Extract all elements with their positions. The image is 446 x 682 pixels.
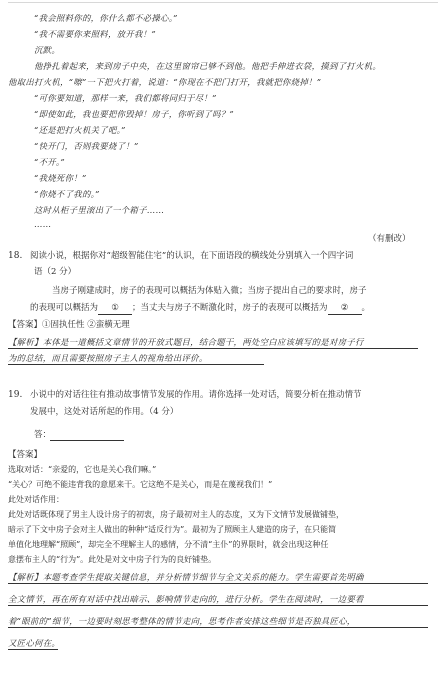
q19-analysis-underline-3 bbox=[8, 627, 428, 628]
story-line-8: “还是把打火机关了吧。” bbox=[34, 125, 126, 135]
q18-blank-1: ① bbox=[98, 302, 132, 315]
q18-paragraph-line2 bbox=[30, 302, 370, 315]
q18-prompt-line1: 阅读小说，根据你对“超级智能住宅”的认识，在下面语段的横线处分别填入一个四字词 bbox=[30, 251, 354, 261]
q18-prompt-line2: 语（2 分） bbox=[34, 267, 77, 277]
story-line-3: 沉默。 bbox=[34, 45, 61, 55]
story-line-10: “不开。” bbox=[34, 157, 65, 167]
q19-answer-header: 【答案】 bbox=[8, 450, 43, 460]
q19-analysis-underline-4 bbox=[8, 649, 58, 650]
story-line-2: “我不需要你来照料，放开我！” bbox=[34, 29, 156, 39]
q18-blank-2: ② bbox=[328, 302, 362, 315]
story-line-12: “你烧不了我的。” bbox=[34, 189, 100, 199]
q18-para-part-c: 。 bbox=[361, 303, 371, 313]
top-divider bbox=[8, 2, 438, 3]
story-line-9: “快开门，否则我要烧了！” bbox=[34, 141, 139, 151]
q18-para-part-a: 的表现可以概括为 bbox=[30, 303, 99, 313]
q19-answer-label: 答： bbox=[34, 430, 52, 440]
q19-number: 19. bbox=[8, 390, 23, 400]
story-line-6: “可你要知道，那样一来，我们都将同归于尽！” bbox=[34, 93, 217, 103]
source-note: （有删改） bbox=[368, 234, 411, 244]
q19-function-line4: 意摆布主人的“行为”。此处是对文中房子行为的良好铺垫。 bbox=[8, 555, 217, 564]
story-line-4: 他挣扎着起来，来到房子中央，在这里窗帘已够不到他。他把手伸进衣袋，摸到了打火机。 bbox=[34, 61, 381, 71]
q19-analysis-underline-1 bbox=[8, 583, 428, 584]
q18-para-part-b: ；当丈夫与房子不断激化时，房子的表现可以概括为 bbox=[132, 303, 328, 313]
story-line-13: 这时从柜子里滚出了一个箱子…… bbox=[34, 205, 165, 215]
q19-analysis-underline-2 bbox=[8, 605, 428, 606]
q19-function-label: 此处对话作用： bbox=[8, 495, 64, 504]
q19-quote-line: “关心？可绝不能违背我的意愿来干。它这绝不是关心，而是在蔑视我们！” bbox=[8, 480, 273, 489]
q19-choose-line: 选取对话：“亲爱的，它也是关心我们嘛。” bbox=[8, 465, 157, 474]
q18-analysis-underline-1 bbox=[8, 348, 418, 349]
q19-prompt-line2: 发展中，这处对话所起的作用。（4 分） bbox=[30, 407, 179, 417]
q18-analysis-line2: 为的总结，而且需要按照房子主人的视角给出评价。 bbox=[8, 353, 208, 363]
q19-function-line3: 单值化地理解“照顾”，却完全不理解主人的感情，分不清“主仆”的界限时，就会出现这种任 bbox=[8, 540, 329, 549]
story-line-14: …… bbox=[34, 219, 52, 229]
q18-number: 18. bbox=[8, 251, 23, 261]
story-line-11: “我烧死你！” bbox=[34, 173, 87, 183]
q19-analysis-line3: 着“眼前的”细节，一边要时刻思考整体的情节走向，思考作者安排这些细节是否独具匠心， bbox=[8, 616, 356, 626]
story-line-7: “即使如此，我也要把你毁掉！房子，你听到了吗？” bbox=[34, 109, 235, 119]
story-line-5: 他取出打火机，“嚓”一下把火打着，说道：“你现在不把门打开，我就把你烧掉！” bbox=[8, 77, 322, 87]
q19-analysis-line2: 全文情节，再在所有对话中找出暗示、影响情节走向的，进行分析。学生在阅读时，一边要看 bbox=[8, 594, 364, 604]
q19-function-line2: 暗示了下文中房子会对主人做出的种种“适反行为”。最初为了照顾主人建造的房子，在只能简 bbox=[8, 525, 337, 534]
q19-analysis-line4: 又匠心何在。 bbox=[8, 638, 61, 648]
q18-analysis-underline-2 bbox=[8, 364, 264, 365]
story-line-1: “我会照料你的，你什么都不必操心。” bbox=[34, 13, 178, 23]
q18-answer: 【答案】①固执任性 ②蛮横无理 bbox=[8, 320, 130, 330]
q18-paragraph-line1: 当房子刚建成时，房子的表现可以概括为体贴入微；当房子提出自己的要求时，房子 bbox=[52, 286, 367, 296]
q19-answer-blank bbox=[50, 440, 124, 441]
q19-analysis-line1: 【解析】本题考查学生提取关键信息，并分析情节细节与全文关系的能力。学生需要首先明确 bbox=[8, 572, 364, 582]
q19-function-line1: 此处对话既体现了男主人设计房子的初衷，房子最初对主人的态度，又为下文情节发展做铺垫， bbox=[8, 510, 344, 519]
q18-analysis-line1: 【解析】本体是一道概括文章情节的开放式题目，结合题干，两处空白应该填写的是对房子行 bbox=[8, 337, 364, 347]
q19-prompt-line1: 小说中的对话往往有推动故事情节发展的作用。请你选择一处对话，简要分析在推动情节 bbox=[30, 390, 362, 400]
